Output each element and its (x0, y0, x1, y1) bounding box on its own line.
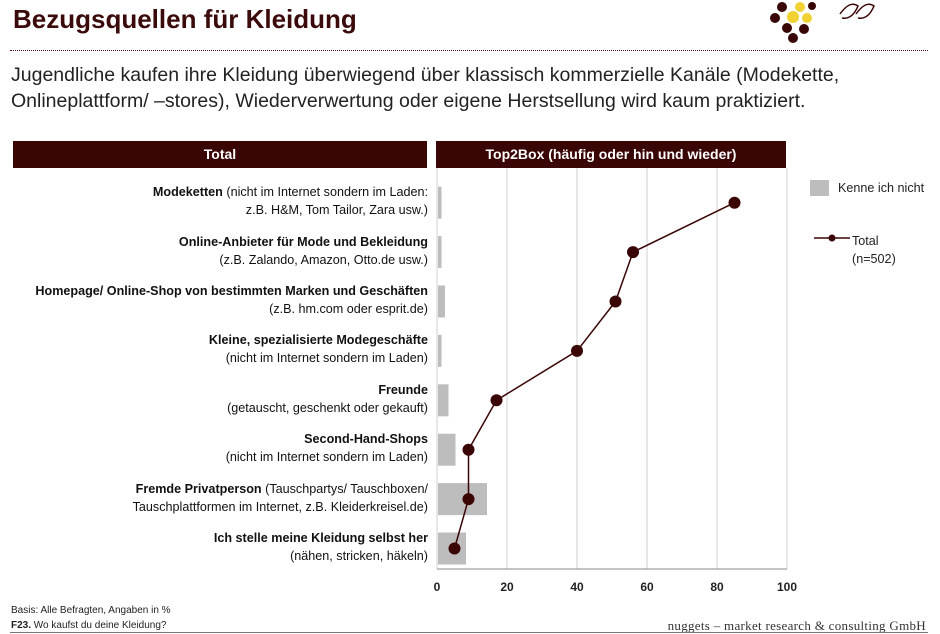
category-label: Homepage/ Online-Shop von bestimmten Marken und Geschäften (z.B. hm.com oder esprit.de) (35, 284, 428, 316)
x-tick-label: 60 (640, 580, 654, 594)
legend-label-kenne-ich-nicht: Kenne ich nicht (838, 181, 925, 195)
category-label: Modeketten (nicht im Internet sondern im Laden: z.B. H&M, Tom Tailor, Zara usw.) (152, 185, 428, 217)
legend-label-total: Total (n=502) (852, 234, 896, 266)
bar-kenne-ich-nicht (438, 187, 442, 219)
title-divider (10, 50, 928, 51)
bar-kenne-ich-nicht (438, 434, 456, 466)
point-total (463, 444, 475, 456)
point-total (627, 246, 639, 258)
page-subtitle (11, 62, 911, 114)
subtitle-line-1: Jugendliche kaufen ihre Kleidung überwiegend über klassisch kommerzielle Kanäle (Modekette, (11, 64, 840, 86)
brand-footer: nuggets – market research & consulting GmbH (667, 618, 926, 633)
x-tick-label: 0 (433, 580, 441, 594)
category-label: Ich stelle meine Kleidung selbst her (nähen, stricken, häkeln) (213, 531, 428, 563)
subtitle-line-2: Onlineplattform/ –stores), Wiederverwertung oder eigene Herstsellung wird kaum praktiziert. (11, 90, 806, 112)
line-total (455, 203, 735, 549)
point-total (571, 345, 583, 357)
page-title: Bezugsquellen für Kleidung (13, 4, 357, 34)
category-label: Online-Anbieter für Mode und Bekleidung (z.B. Zalando, Amazon, Otto.de usw.) (178, 235, 428, 267)
header-top2box: Top2Box (häufig oder hin und wieder) (436, 141, 786, 168)
category-label: Second-Hand-Shops (nicht im Internet sondern im Laden) (225, 432, 428, 464)
point-total (729, 197, 741, 209)
category-label: Freunde (getauscht, geschenkt oder gekauft) (227, 383, 428, 415)
nuggets-logo (760, 0, 940, 48)
bottom-divider (10, 632, 928, 633)
bar-kenne-ich-nicht (438, 286, 445, 318)
x-tick-label: 80 (710, 580, 724, 594)
x-tick-label: 100 (776, 580, 798, 594)
category-label: Fremde Privatperson (Tauschpartys/ Tauschboxen/ Tauschplattformen im Internet, z.B. Kleiderkreisel.de) (132, 482, 428, 514)
bar-kenne-ich-nicht (438, 236, 442, 268)
footnote-question: F23. Wo kaufst du deine Kleidung? (11, 620, 167, 631)
point-total (449, 543, 461, 555)
category-label: Kleine, spezialisierte Modegeschäfte (nicht im Internet sondern im Laden) (208, 333, 428, 365)
x-tick-label: 20 (500, 580, 514, 594)
bar-kenne-ich-nicht (438, 335, 442, 367)
header-total: Total (13, 141, 427, 168)
bar-kenne-ich-nicht (438, 384, 449, 416)
legend-swatch-total (812, 232, 852, 244)
x-tick-label: 40 (570, 580, 584, 594)
top2box-chart (420, 168, 820, 608)
legend-swatch-kenne-ich-nicht (810, 180, 829, 196)
point-total (491, 394, 503, 406)
footnote-basis: Basis: Alle Befragten, Angaben in % (11, 605, 171, 616)
point-total (463, 493, 475, 505)
point-total (610, 296, 622, 308)
